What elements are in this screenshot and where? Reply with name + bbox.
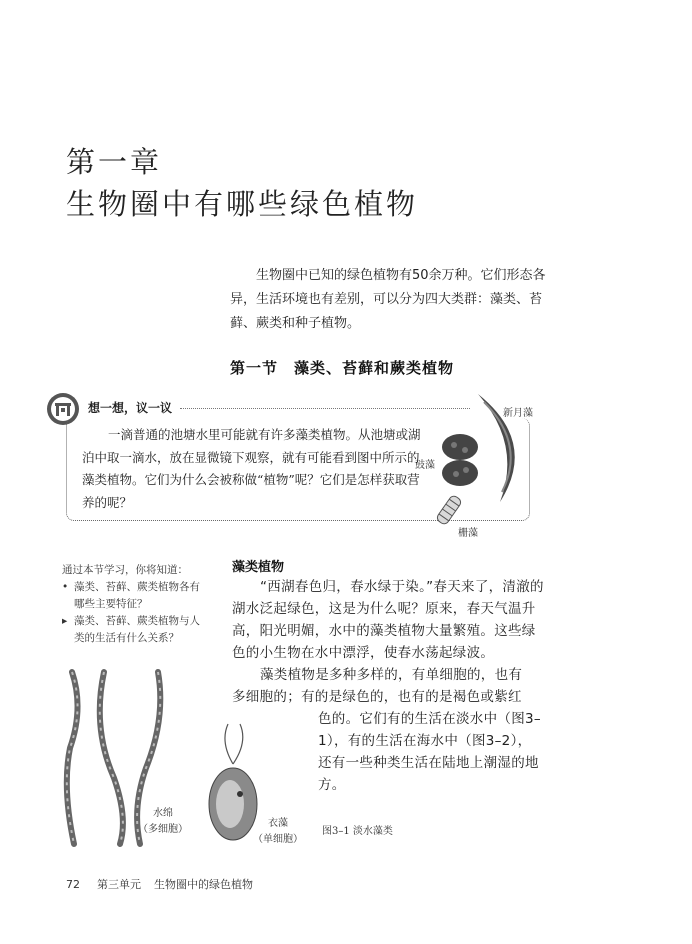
chlamydomonas-caption: 衣藻 （单细胞） (253, 818, 303, 845)
divider (180, 408, 470, 409)
learning-objectives (62, 562, 210, 647)
algae-paragraph-2-cont: 色的。它们有的生活在淡水中（图3–1），有的生活在海水中（图3–2），还有一些种类生活在陆地上潮湿的地方。 (318, 711, 541, 793)
learning-heading: 通过本节学习，你将知道： (62, 564, 188, 576)
think-text: 一滴普通的池塘水里可能就有许多藻类植物。从池塘或湖泊中取一滴水，放在显微镜下观察，就有可能看到图中所示的藻类植物。它们为什么会被称做“植物”呢？它们是怎样获取营养的呢？ (82, 427, 421, 510)
cosmarium-illustration (438, 432, 482, 488)
learning-item: ▸ 藻类、苔藓、蕨类植物与人类的生活有什么关系？ (62, 615, 200, 644)
unit-label: 第三单元 (97, 878, 141, 891)
page-number: 72 (66, 878, 80, 891)
scenedesmus-label: 栅藻 (458, 528, 478, 539)
learning-item: • 藻类、苔藓、蕨类植物各有哪些主要特征？ (62, 581, 200, 610)
closterium-label: 新月藻 (503, 408, 533, 419)
algae-paragraph-2: 藻类植物是多种多样的，有单细胞的，也有 多细胞的；有的是绿色的，也有的是褐色或紫红 (232, 667, 523, 705)
intro-paragraph: 生物圈中已知的绿色植物有50余万种。它们形态各异，生活环境也有差别，可以分为四大类群：藻类、苔藓、蕨类和种子植物。 (230, 268, 546, 331)
chapter-title: 生物圈中有哪些绿色植物 (66, 187, 419, 221)
unit-title: 生物圈中的绿色植物 (154, 878, 253, 891)
chapter-number: 第一章 (66, 145, 163, 179)
figure-caption: 图3–1 淡水藻类 (322, 826, 393, 837)
spirogyra-caption: 水绵 （多细胞） (138, 808, 188, 835)
algae-heading: 藻类植物 (232, 560, 285, 575)
think-discuss-label: 想一想，议一议 (88, 401, 173, 415)
cosmarium-label: 鼓藻 (415, 460, 435, 471)
page-footer (66, 876, 253, 892)
algae-paragraph-1: “西湖春色归，春水绿于染。”春天来了，清澈的湖水泛起绿色，这是为什么呢？原来，春天气温升高，阳光明媚，水中的藻类植物大量繁殖。这些绿色的小生物在水中漂浮，使春水荡起绿波。 (232, 579, 544, 661)
section-title: 第一节 藻类、苔藓和蕨类植物 (230, 359, 455, 377)
